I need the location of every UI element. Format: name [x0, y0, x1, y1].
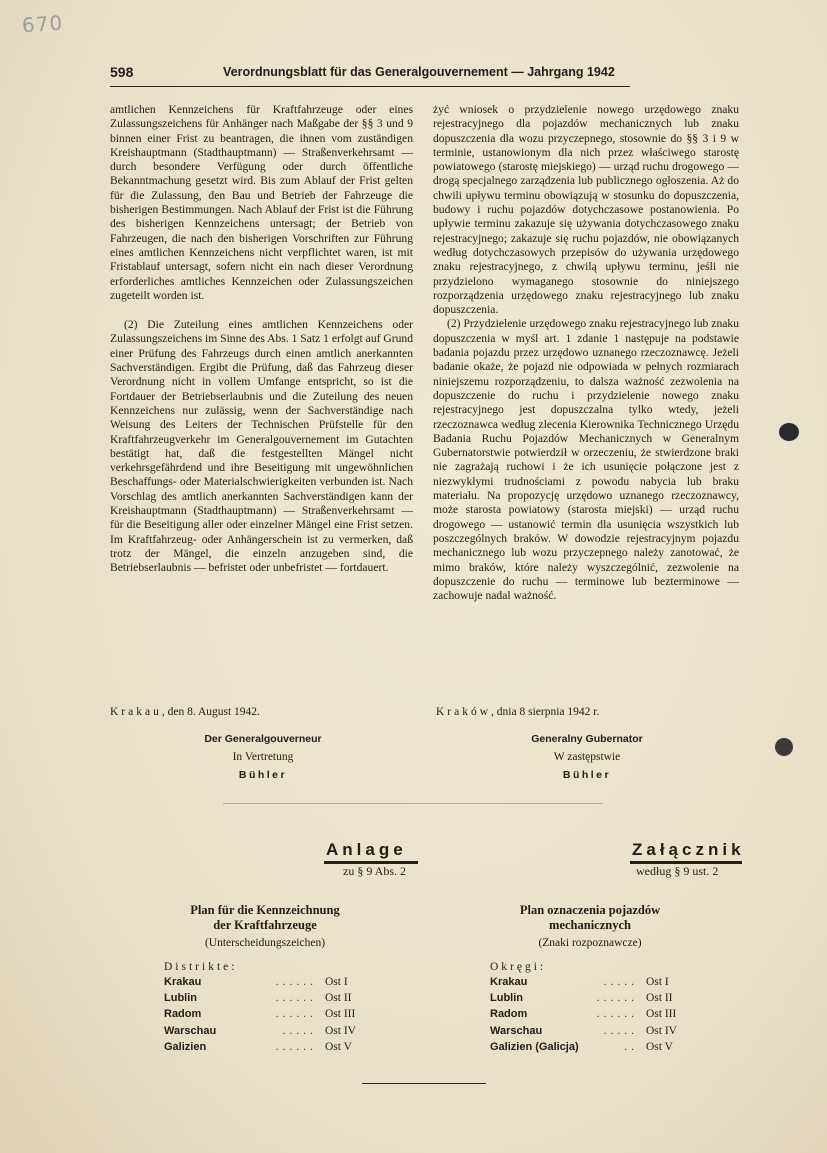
district-row — [490, 1025, 710, 1041]
leader-dots: .. — [624, 1040, 638, 1053]
plan-title-line: Plan für die Kennzeichnung — [190, 903, 340, 917]
district-code: Ost III — [325, 1008, 356, 1021]
signatory-name: Bühler — [238, 769, 288, 781]
signatory-name: Bühler — [562, 769, 612, 781]
place-date-pl — [436, 706, 599, 718]
header-rule — [110, 86, 630, 87]
annex-reference-pl: według § 9 ust. 2 — [636, 864, 719, 878]
district-name: Lublin — [490, 992, 523, 1005]
plan-title-pl — [465, 903, 715, 933]
district-name: Radom — [164, 1008, 202, 1021]
plan-title-line: mechanicznych — [549, 918, 631, 932]
paragraph: amtlichen Kennzeichens für Kraftfahrzeuge oder eines Zulassungszeichens für Anhänger nach Maßgabe der §§ 3 und 9 binnen einer Frist zu beantragen, die ihnen vom zuständigen Kreishauptmann (Stadthauptmann) — Straßenverkehrsamt — durch besondere Verfügung oder durch öffentliche Bekanntmachung gesetzt wird. Bis zum Ablauf der Frist gelten für die Zulassung, den Bau und Betrieb der Fahrzeuge die bisherigen Bestimmungen. Nach Ablauf der Frist ist die Führung des bisherigen Kennzeichens untersagt; der Betrieb von Fahrzeugen, die nach den bisherigen Vorschriften zur Führung eines amtlichen Kennzeichens nicht verpflichtet waren, ist mit Fristablauf untersagt, sofern nicht ein nach dieser Verordnung erforderliches amtliches Kennzeichen oder Zulassungszeichen zugeteilt worden ist. — [110, 103, 413, 302]
district-row — [164, 1025, 384, 1041]
annex-heading-de: Anlage — [326, 840, 407, 859]
plan-subtitle-de: (Unterscheidungszeichen) — [204, 937, 326, 949]
district-row — [164, 1041, 384, 1057]
section-divider — [223, 803, 603, 804]
district-code: Ost IV — [646, 1024, 677, 1037]
district-row — [164, 976, 384, 992]
leader-dots: ...... — [596, 1008, 638, 1021]
district-row — [164, 1008, 384, 1024]
district-list-label-pl: Okręgi: — [490, 961, 547, 973]
plan-title-line: Plan oznaczenia pojazdów — [519, 903, 661, 917]
plan-title-line: der Kraftfahrzeuge — [213, 918, 317, 932]
place-name: Kraków — [436, 706, 492, 718]
district-code: Ost V — [646, 1040, 673, 1053]
district-name: Radom — [490, 1008, 528, 1021]
date-text: , dnia 8 sierpnia 1942 r. — [491, 706, 600, 718]
leader-dots: ...... — [275, 1040, 317, 1053]
leader-dots: ...... — [596, 992, 638, 1005]
polish-text-column — [433, 103, 739, 603]
paragraph: (2) Die Zuteilung eines amtlichen Kennzeichens oder Zulassungszeichens im Sinne des Abs. 1 Satz 1 erfolgt auf Grund einer Prüfung des Fahrzeugs durch einen amtlich anerkannten Sachverständigen. Ergibt die Prüfung, daß das Fahrzeug dieser Verordnung nicht in vollem Umfange entspricht, so ist die Fortdauer der Betriebserlaubnis und die Zuteilung des neuen Kennzeichens nur zulässig, wenn der Sachverständige nach Weisung des Leiters der Technischen Prüfstelle für den Kraftfahrzeugverkehr im Generalgouvernement im Gutachten bestätigt hat, daß die festgestellten Mängel nicht verkehrsgefährdend und ihre Beseitigung mit ungewöhnlichen Beschaffungs- oder Materialschwierigkeiten verbunden ist. Nach Vorschlag des amtlich anerkannten Sachverständigen kann der Kreishauptmann (Stadthauptmann) — Straßenverkehrsamt — für die Beseitigung aller oder einzelner Mängel eine Frist setzen. Im Kraftfahrzeug- oder Anhängerschein ist zu vermerken, daß trotz der Mängel, die einzeln anzugeben sind, die Betriebserlaubnis — befristet oder unbefristet — fortdauert. — [110, 318, 413, 575]
district-row — [490, 1008, 710, 1024]
district-name: Warschau — [164, 1024, 217, 1037]
leader-dots: ..... — [603, 976, 638, 988]
district-code: Ost II — [325, 992, 352, 1005]
district-row — [490, 1041, 710, 1057]
journal-title: Verordnungsblatt für das Generalgouvernement — Jahrgang 1942 — [223, 65, 615, 79]
end-rule — [362, 1083, 486, 1084]
leader-dots: ..... — [603, 1024, 638, 1037]
district-row — [490, 992, 710, 1008]
district-row — [164, 992, 384, 1008]
paragraph: (2) Przydzielenie urzędowego znaku rejestracyjnego lub znaku dopuszczenia w myśl art. 1 zdanie 1 następuje na podstawie badania pojazdu przez urzędowo uznanego rzeczoznawcę. Jeżeli badanie okaże, że pojazd nie odpowiada w pełnych rozmiarach niniejszemu rozporządzeniu, to dalsza ważność zezwolenia na dopuszczenie do ruchu i przydzielenie nowego znaku rejestracyjnego jest dopuszczalna tylko wtedy, jeżeli rzeczoznawca według zlecenia Kierownika Technicznego Urzędu Badania Ruchu Pojazdów Mechanicznych w Generalnym Gubernatorstwie potwierdził w orzeczeniu, że stwierdzone braki nie zagrażają ruchowi i że ich usunięcie połączone jest z niezwykłymi trudnościami z powodu nabycia lub braku materiału. Na propozycję urzędowo uznanego rzeczoznawcy, może starosta powiatowy (starosta miejski) — urząd ruchu drogowego — ustanowić termin dla usunięcia wszystkich lub poszczególnych braków. W dowodzie rejestracyjnym pojazdu mechanicznego lub wozu przyczepnego należy zanotować, że mimo braków, które należy wyszczególnić, zezwolenie na dopuszczenie do ruchu — terminowe lub bezterminowe — zachowuje nadal ważność. — [433, 317, 739, 603]
district-code: Ost I — [325, 976, 348, 988]
signatory-title: Der Generalgouverneur — [204, 733, 322, 745]
signature-block-pl — [487, 730, 687, 784]
district-name: Krakau — [164, 976, 202, 988]
signatory-role: W zastępstwie — [553, 751, 621, 763]
district-code: Ost III — [646, 1008, 677, 1021]
district-code: Ost I — [646, 976, 669, 988]
signature-block-de — [163, 730, 363, 784]
district-code: Ost II — [646, 992, 673, 1005]
leader-dots: ..... — [282, 1024, 317, 1037]
page-number: 598 — [110, 64, 134, 80]
paragraph: żyć wniosek o przydzielenie nowego urzędowego znaku rejestracyjnego dla pojazdów mechanicznych lub znaku dopuszczenia dla wozu przyczepnego, stosownie do §§ 3 i 9 w terminie, ustanowionym dla nich przez właściwego starostę powiatowego (starostę miejskiego) — urząd ruchu drogowego — drogą specjalnego zarządzenia lub publicznego ogłoszenia. Aż do chwili upływu terminu obowiązują w stosunku do dopuszczenia, budowy i ruchu pojazdów dotychczasowe postanowienia. Po upływie terminu zakazuje się używania dotychczasowego znaku rejestracyjnego; zakazuje się ruchu pojazdów, nie obowiązanych według dotychczasowych przepisów do używania urzędowego znaku rejestracyjnego, z chwilą upływu terminu, jeśli nie przydzielono wymaganego stosownie do niniejszego rozporządzenia urzędowego znaku rejestracyjnego lub znaku dopuszczenia. — [433, 103, 739, 317]
signatory-title: Generalny Gubernator — [531, 733, 643, 745]
district-name: Krakau — [490, 976, 528, 988]
punch-hole — [779, 423, 799, 441]
district-name: Lublin — [164, 992, 197, 1005]
district-row — [490, 976, 710, 992]
pencil-mark: 670 — [21, 10, 64, 38]
district-code: Ost IV — [325, 1024, 356, 1037]
plan-title-de — [140, 903, 390, 933]
punch-hole — [775, 738, 793, 756]
leader-dots: ...... — [275, 976, 317, 988]
page-header — [110, 64, 630, 84]
date-text: , den 8. August 1942. — [161, 706, 260, 718]
plan-subtitle-pl: (Znaki rozpoznawcze) — [538, 937, 642, 949]
district-name: Warschau — [490, 1024, 543, 1037]
german-text-column — [110, 103, 413, 576]
district-list-label-de: Distrikte: — [164, 961, 238, 973]
district-name: Galizien (Galicja) — [490, 1040, 579, 1053]
leader-dots: ...... — [275, 992, 317, 1005]
leader-dots: ...... — [275, 1008, 317, 1021]
place-name: Krakau — [110, 706, 162, 718]
district-code: Ost V — [325, 1040, 352, 1053]
district-name: Galizien — [164, 1040, 207, 1053]
annex-heading-pl: Załącznik — [632, 840, 745, 859]
place-date-de — [110, 706, 260, 718]
annex-reference-de: zu § 9 Abs. 2 — [343, 864, 406, 878]
signatory-role: In Vertretung — [232, 751, 294, 763]
